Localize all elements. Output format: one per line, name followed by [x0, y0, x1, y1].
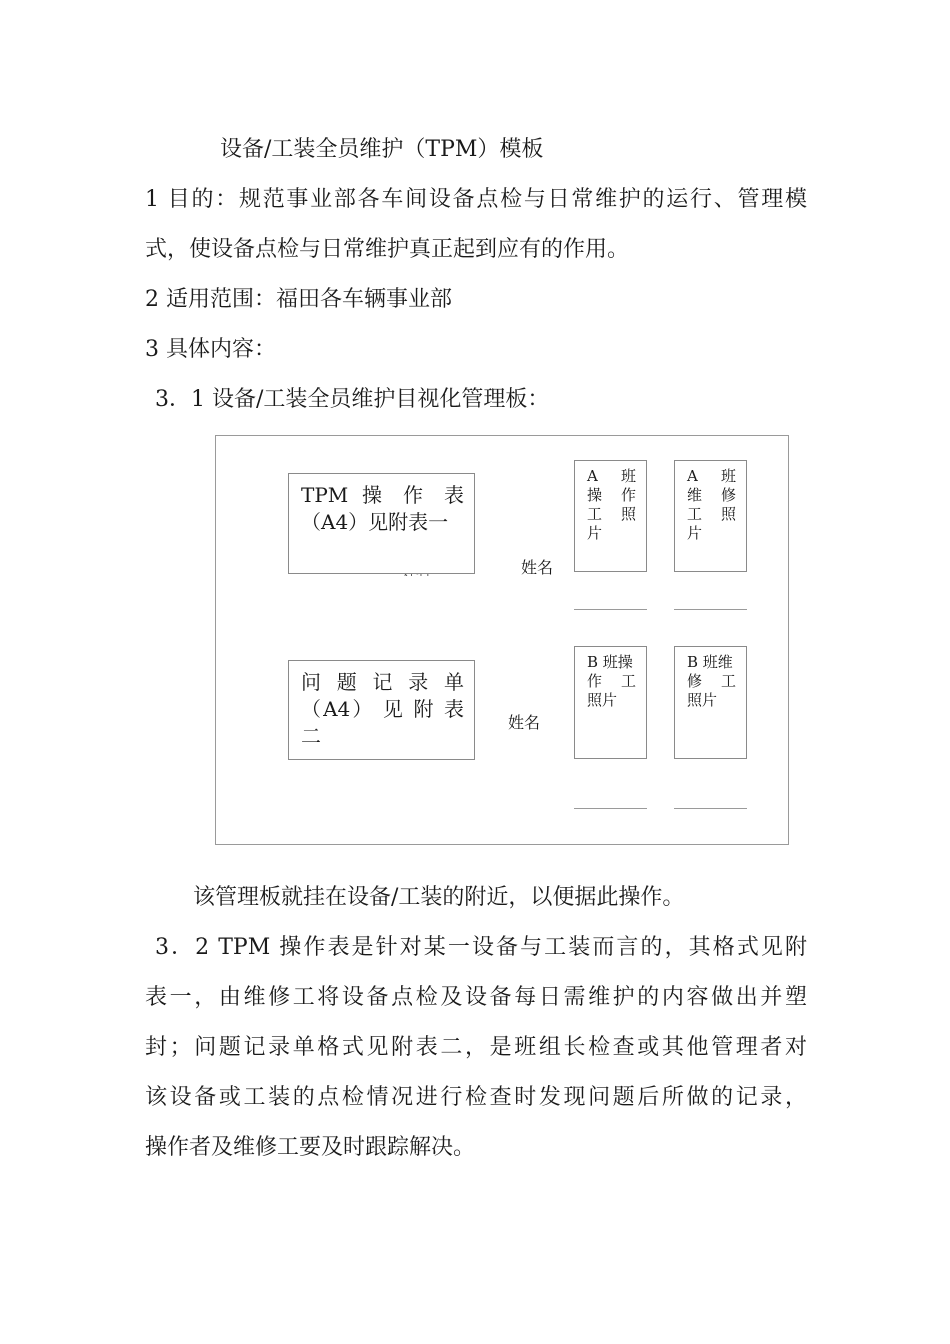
issue-form-line-3: 二 [301, 724, 321, 748]
tpm-form-line-1: TPM 操 作 表 [301, 483, 464, 507]
photo-b-operator [574, 646, 647, 759]
subsection-3-2-line-1: 3．2 TPM 操作表是针对某一设备与工装而言的，其格式见附 [155, 935, 807, 960]
name-underline-a-maintenance [674, 609, 747, 610]
board-note: 该管理板就挂在设备/工装的附近，以便据此操作。 [193, 885, 685, 910]
photo-text: 班 [720, 467, 736, 485]
document-title: 设备/工装全员维护（TPM）模板 [220, 137, 544, 162]
subsection-3-2-line-3: 封；问题记录单格式见附表二，是班组长检查或其他管理者对 [145, 1035, 807, 1060]
photo-a-maintenance [674, 460, 747, 572]
subsection-3-2-line-4: 该设备或工装的点检情况进行检查时发现问题后所做的记录， [145, 1085, 807, 1110]
scope-line: 2 适用范围：福田各车辆事业部 [145, 287, 452, 312]
photo-text: 照片 [587, 691, 618, 709]
name-underline-b-maintenance [674, 808, 747, 809]
photo-text: 照片 [687, 691, 718, 709]
photo-text: 片 [587, 524, 603, 542]
photo-text: 修 [720, 486, 736, 504]
photo-b-maintenance [674, 646, 747, 759]
purpose-line-2: 式，使设备点检与日常维护真正起到应有的作用。 [145, 237, 630, 262]
photo-text: 片 [687, 524, 703, 542]
tpm-form-line-2: （A4）见附表一 [301, 510, 449, 534]
name-label-bottom: 姓名 [508, 713, 541, 732]
subsection-3-2-line-2: 表一，由维修工将设备点检及设备每日需维护的内容做出并塑 [145, 985, 807, 1010]
subsection-3-1-heading: 3．1 设备/工装全员维护目视化管理板： [155, 387, 550, 412]
name-label-top: 姓名 [521, 558, 554, 577]
photo-text: 工 [720, 672, 736, 690]
subsection-3-2-line-5: 操作者及维修工要及时跟踪解决。 [145, 1135, 476, 1160]
photo-text: 照 [720, 505, 736, 523]
photo-text: 操 [587, 486, 603, 504]
issue-record-form-box [288, 660, 475, 760]
photo-text: 作 [587, 672, 603, 690]
tpm-operation-form-box [288, 473, 475, 574]
management-board [215, 435, 789, 845]
photo-text: 维 [687, 486, 703, 504]
purpose-line-1: 1 目的：规范事业部各车间设备点检与日常维护的运行、管理模 [145, 187, 807, 212]
name-underline-a-operator [574, 609, 647, 610]
photo-text: B 班操 [587, 653, 633, 671]
photo-text: B 班维 [687, 653, 733, 671]
photo-text: 照 [620, 505, 636, 523]
issue-form-line-1: 问 题 记 录 单 [301, 670, 464, 694]
photo-a-operator [574, 460, 647, 572]
photo-text: A [687, 467, 698, 485]
photo-text: 工 [687, 505, 703, 523]
content-heading: 3 具体内容： [145, 337, 276, 362]
photo-text: 工 [587, 505, 603, 523]
photo-text: 工 [620, 672, 636, 690]
photo-text: 修 [687, 672, 703, 690]
issue-form-line-2: （A4） 见 附 表 [301, 697, 464, 721]
photo-text: 作 [620, 486, 636, 504]
name-underline-b-operator [574, 808, 647, 809]
photo-text: 班 [620, 467, 636, 485]
photo-text: A [587, 467, 598, 485]
